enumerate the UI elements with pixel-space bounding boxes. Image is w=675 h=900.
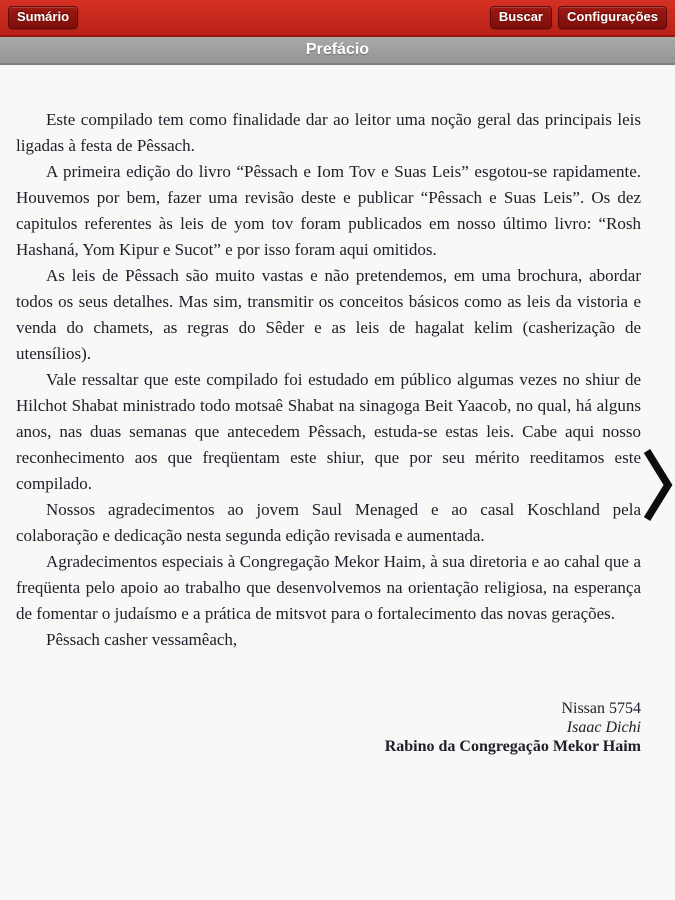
paragraph-2: A primeira edição do livro “Pêssach e Iom Tov e Suas Leis” esgotou-se rapidamente. Houvemos por bem, fazer uma revisão deste e publicar “Pêssach e Suas Leis”. Os dez capitulos referentes às leis de yom tov foram publicados em nosso último livro: “Rosh Hashaná, Yom Kipur e Sucot” e por isso foram aqui omitidos. xyxy=(16,162,641,259)
signature-role: Rabino da Congregação Mekor Haim xyxy=(384,738,641,755)
page-content xyxy=(0,65,675,756)
paragraph-5: Nossos agradecimentos ao jovem Saul Menaged e ao casal Koschland pela colaboração e dedicação nesta segunda edição revisada e aumentada. xyxy=(16,500,641,545)
chevron-right-icon xyxy=(643,447,673,523)
paragraph-6: Agradecimentos especiais à Congregação Mekor Haim, à sua diretoria e ao cahal que a freqüenta pelo apoio ao trabalho que desenvolvemos na orientação religiosa, na esperança de fomentar o judaísmo e a prática de mitsvot para o fortalecimento das novas gerações. xyxy=(16,552,641,623)
section-header xyxy=(0,37,675,65)
next-page-button[interactable] xyxy=(643,447,673,523)
paragraph-7: Pêssach casher vessamêach, xyxy=(46,630,238,649)
signature-block xyxy=(16,699,641,756)
top-toolbar xyxy=(0,0,675,37)
search-button[interactable]: Buscar xyxy=(490,6,552,29)
signature-author: Isaac Dichi xyxy=(566,719,641,736)
signature-date: Nissan 5754 xyxy=(561,700,641,717)
page-title: Prefácio xyxy=(305,41,370,58)
paragraph-3: As leis de Pêssach são muito vastas e não pretendemos, em uma brochura, abordar todos os seus detalhes. Mas sim, transmitir os conceitos básicos como as leis da vistoria e venda do chamets, as regras do Sêder e as leis de hagalat kelim (casherização de utensílios). xyxy=(16,266,641,363)
paragraph-1: Este compilado tem como finalidade dar ao leitor uma noção geral das principais leis ligadas à festa de Pêssach. xyxy=(16,110,641,155)
paragraph-4: Vale ressaltar que este compilado foi estudado em público algumas vezes no shiur de Hilchot Shabat ministrado todo motsaê Shabat na sinagoga Beit Yaacob, no qual, há alguns anos, nas duas semanas que antecedem Pêssach, estuda-se estas leis. Cabe aqui nosso reconhecimento aos que freqüentam este shiur, que por seu mérito reeditamos este compilado. xyxy=(16,370,641,493)
summary-button[interactable]: Sumário xyxy=(8,6,78,29)
settings-button[interactable]: Configurações xyxy=(558,6,667,29)
